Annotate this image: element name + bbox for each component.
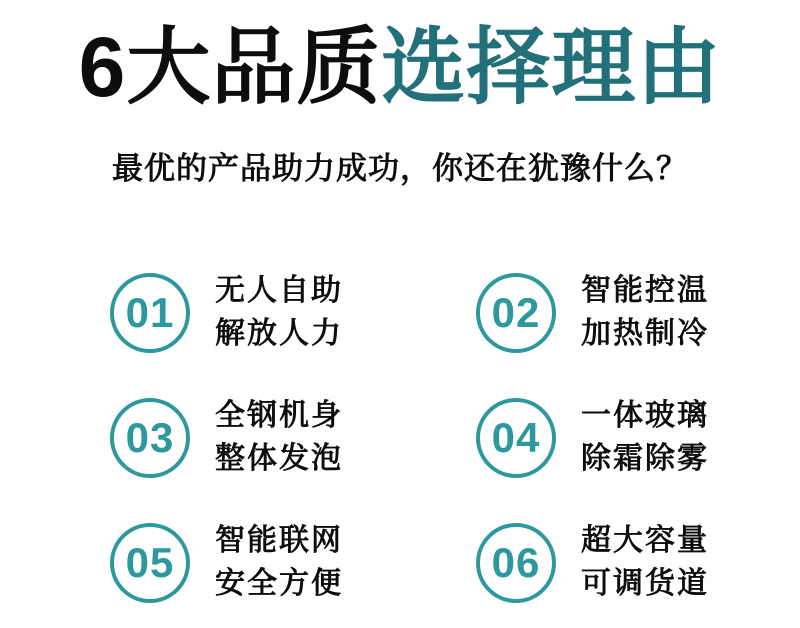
feature-line1: 全钢机身 — [215, 399, 343, 433]
feature-item-01 — [110, 270, 476, 355]
title-teal-part: 选择理由 — [381, 20, 722, 114]
feature-line2: 整体发泡 — [215, 441, 343, 475]
feature-text — [581, 270, 709, 355]
feature-line1: 无人自助 — [215, 274, 343, 308]
number-badge-circle — [476, 398, 556, 478]
number-badge-circle — [110, 398, 190, 478]
feature-number: 01 — [125, 288, 175, 336]
title-black-part: 6大品质 — [78, 20, 382, 114]
feature-item-06 — [476, 520, 800, 605]
feature-line1: 超大容量 — [581, 524, 709, 558]
feature-item-03 — [110, 395, 476, 480]
feature-number: 06 — [491, 539, 541, 587]
feature-text — [215, 270, 343, 355]
feature-text — [215, 395, 343, 480]
feature-text — [581, 395, 709, 480]
feature-item-04 — [476, 395, 800, 480]
feature-line1: 智能控温 — [581, 274, 709, 308]
feature-list — [0, 270, 800, 606]
feature-line1: 一体玻璃 — [581, 399, 709, 433]
feature-line2: 安全方便 — [215, 567, 343, 601]
subtitle: 最优的产品助力成功，你还在犹豫什么？ — [112, 151, 688, 187]
feature-line2: 可调货道 — [581, 567, 709, 601]
number-badge-circle — [110, 523, 190, 603]
number-badge-circle — [476, 273, 556, 353]
feature-text — [581, 520, 709, 605]
feature-number: 03 — [125, 413, 175, 461]
page-title — [0, 18, 800, 117]
feature-line2: 加热制冷 — [581, 316, 709, 350]
feature-line1: 智能联网 — [215, 524, 343, 558]
feature-line2: 解放人力 — [215, 316, 343, 350]
feature-line2: 除霜除雾 — [581, 441, 709, 475]
feature-number: 05 — [125, 539, 175, 587]
number-badge-circle — [110, 273, 190, 353]
feature-number: 04 — [491, 413, 541, 461]
feature-item-02 — [476, 270, 800, 355]
number-badge-circle — [476, 523, 556, 603]
feature-item-05 — [110, 520, 476, 605]
feature-text — [215, 520, 343, 605]
feature-number: 02 — [491, 288, 541, 336]
